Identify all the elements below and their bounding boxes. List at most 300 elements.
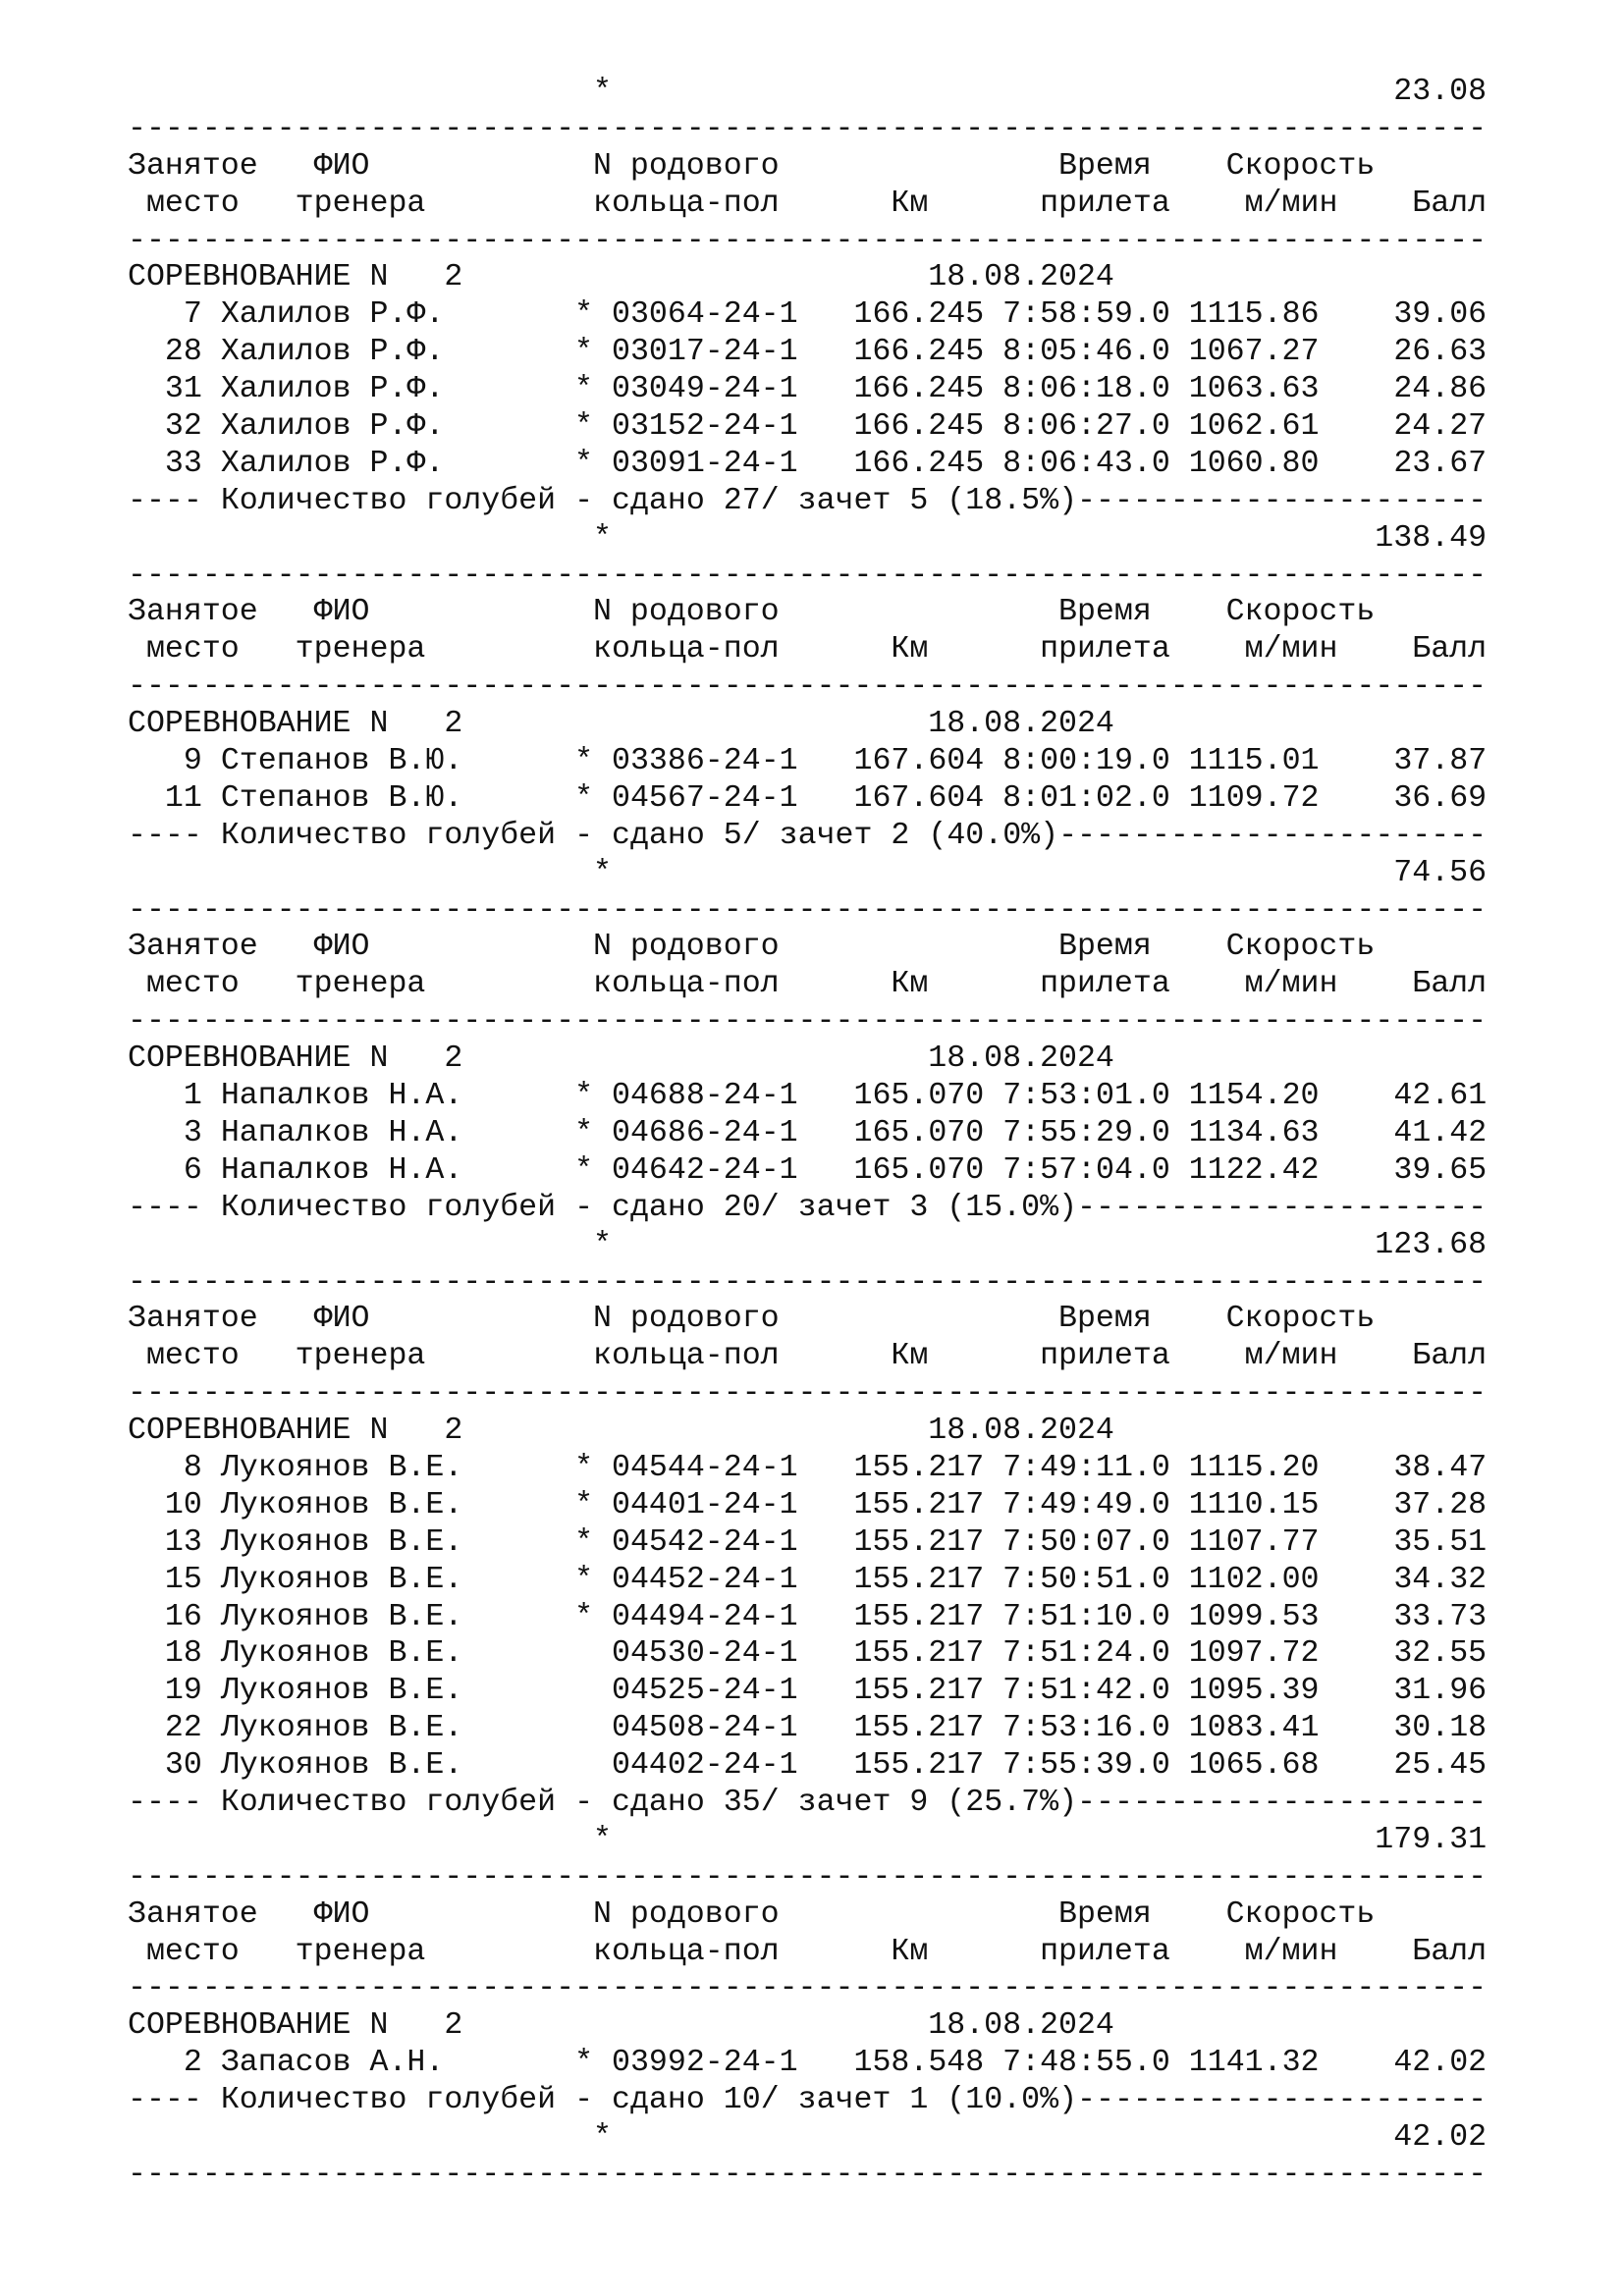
rule-dashes: ------------------------------------------------------------------------- xyxy=(128,223,1488,258)
counted-percent: 18.5% xyxy=(965,483,1059,518)
score-value: 34.32 xyxy=(1393,1562,1488,1597)
summary-slash: / xyxy=(760,1190,798,1225)
star-mark: * xyxy=(574,780,594,816)
score-value: 37.87 xyxy=(1393,744,1488,779)
counted-label: зачет xyxy=(797,483,892,518)
speed-value: 1065.68 xyxy=(1188,1748,1320,1784)
competition-date: 18.08.2024 xyxy=(928,1414,1114,1449)
star-mark: * xyxy=(574,335,594,370)
header-speed-2: м/мин xyxy=(1244,967,1338,1002)
trainer-name: Халилов Р.Ф. xyxy=(220,297,445,333)
header-time-2: прилета xyxy=(1040,1339,1170,1374)
trainer-name: Напалков Н.А. xyxy=(220,1079,463,1114)
header-speed-2: м/мин xyxy=(1244,1934,1338,1969)
ring-number: 03091-24-1 xyxy=(611,446,798,481)
competition-label: СОРЕВНОВАНИЕ N xyxy=(128,707,389,742)
place-value: 11 xyxy=(164,780,202,816)
header-km: Км xyxy=(891,967,929,1002)
summary-line xyxy=(128,1190,1487,1227)
results-report xyxy=(128,74,1487,2194)
star-mark: * xyxy=(574,1524,594,1560)
header-ring-2: кольца-пол xyxy=(593,632,780,667)
result-row xyxy=(128,1450,1487,1487)
place-value: 3 xyxy=(183,1115,202,1150)
place-value: 8 xyxy=(183,1450,202,1485)
arrival-time: 7:53:01.0 xyxy=(1002,1079,1170,1114)
header-speed: Скорость xyxy=(1225,930,1376,965)
summary-slash: / xyxy=(760,1785,798,1820)
counted-percent: 15.0% xyxy=(965,1190,1059,1225)
trainer-name: Халилов Р.Ф. xyxy=(220,372,445,407)
header-km: Км xyxy=(891,1934,929,1969)
score-value: 26.63 xyxy=(1393,335,1488,370)
trainer-name: Халилов Р.Ф. xyxy=(220,409,445,445)
summary-space xyxy=(593,819,612,853)
counted-count: 5 xyxy=(909,483,929,518)
speed-value: 1067.27 xyxy=(1188,335,1320,370)
summary-paren-close: ) xyxy=(1058,483,1078,518)
competition-line xyxy=(128,706,1487,743)
result-row xyxy=(128,1673,1487,1710)
summary-dashes-left: ---- xyxy=(128,818,202,853)
distance-km: 155.217 xyxy=(853,1748,985,1784)
summary-dashes-right: ---------------------- xyxy=(1077,1190,1488,1225)
summary-space xyxy=(705,819,724,853)
trainer-name: Лукоянов В.Е. xyxy=(220,1524,463,1560)
place-value: 6 xyxy=(183,1152,202,1188)
trainer-name: Лукоянов В.Е. xyxy=(220,1562,463,1597)
summary-line xyxy=(128,2082,1487,2119)
place-value: 10 xyxy=(164,1487,202,1522)
summary-dashes-right: ---------------------- xyxy=(1077,483,1488,518)
result-row xyxy=(128,1599,1487,1636)
header-speed-2: м/мин xyxy=(1244,1339,1338,1374)
header-ring-2: кольца-пол xyxy=(593,1339,780,1374)
competition-label: СОРЕВНОВАНИЕ N xyxy=(128,260,389,295)
star-mark: * xyxy=(574,1450,594,1485)
summary-label: Количество голубей xyxy=(220,2083,557,2118)
counted-percent: 25.7% xyxy=(965,1785,1059,1820)
header-line-2 xyxy=(128,1338,1487,1375)
summary-space xyxy=(705,2083,724,2117)
competition-line xyxy=(128,2007,1487,2045)
score-value: 24.27 xyxy=(1393,409,1488,445)
competition-number: 2 xyxy=(444,1414,463,1449)
star-mark: * xyxy=(574,2046,594,2081)
place-value: 16 xyxy=(164,1599,202,1634)
score-value: 35.51 xyxy=(1393,1524,1488,1560)
place-value: 15 xyxy=(164,1562,202,1597)
place-value: 18 xyxy=(164,1636,202,1672)
summary-space xyxy=(872,819,891,853)
header-score: Балл xyxy=(1412,967,1488,1002)
rule-dashes: ------------------------------------------------------------------------- xyxy=(128,1376,1488,1412)
ring-number: 04567-24-1 xyxy=(612,780,798,816)
result-row xyxy=(128,1078,1487,1115)
rule-line xyxy=(128,223,1487,260)
header-line-1 xyxy=(128,929,1487,966)
summary-space xyxy=(593,484,612,518)
arrival-time: 7:55:39.0 xyxy=(1002,1748,1170,1784)
place-value: 30 xyxy=(164,1748,202,1784)
group-total-line xyxy=(128,855,1487,892)
header-ring-2: кольца-пол xyxy=(593,186,780,221)
speed-value: 1122.42 xyxy=(1188,1152,1320,1188)
arrival-time: 7:51:42.0 xyxy=(1002,1674,1170,1709)
speed-value: 1097.72 xyxy=(1188,1636,1320,1672)
speed-value: 1060.80 xyxy=(1188,446,1320,481)
star-mark: * xyxy=(574,1115,594,1150)
header-name: ФИО xyxy=(313,930,370,965)
summary-dashes-right: ---------------------- xyxy=(1077,2083,1488,2118)
summary-sep: - xyxy=(574,818,594,853)
header-ring: N родового xyxy=(593,595,780,630)
place-value: 31 xyxy=(164,372,202,407)
rule-line xyxy=(128,558,1487,595)
summary-label: Количество голубей xyxy=(220,1785,557,1820)
counted-label: зачет xyxy=(797,1190,892,1225)
place-value: 33 xyxy=(164,446,202,481)
distance-km: 167.604 xyxy=(853,744,985,779)
group-total-line xyxy=(128,520,1487,558)
submitted-label: сдано xyxy=(612,2083,705,2118)
counted-count: 9 xyxy=(909,1785,929,1820)
summary-line xyxy=(128,483,1487,520)
rule-line xyxy=(128,668,1487,706)
lead-total-line xyxy=(128,74,1487,111)
header-place-2: место xyxy=(145,1934,240,1969)
result-row xyxy=(128,1710,1487,1747)
header-line-1 xyxy=(128,1301,1487,1338)
ring-number: 04530-24-1 xyxy=(611,1636,798,1672)
trainer-name: Лукоянов В.Е. xyxy=(220,1487,463,1522)
header-speed: Скорость xyxy=(1225,148,1376,184)
header-name-2: тренера xyxy=(295,1934,426,1969)
header-line-1 xyxy=(128,1896,1487,1934)
counted-label: зачет xyxy=(797,1785,892,1820)
speed-value: 1109.72 xyxy=(1188,780,1320,816)
total-score: 42.02 xyxy=(1393,2119,1488,2155)
counted-count: 2 xyxy=(891,818,910,853)
counted-count: 3 xyxy=(909,1190,929,1225)
distance-km: 165.070 xyxy=(853,1079,985,1114)
score-value: 33.73 xyxy=(1393,1599,1488,1634)
speed-value: 1095.39 xyxy=(1188,1674,1320,1709)
trainer-name: Запасов А.Н. xyxy=(220,2046,445,2081)
total-score: 23.08 xyxy=(1393,75,1488,109)
header-place: Занятое xyxy=(128,1302,258,1337)
total-star-mark: * xyxy=(592,855,612,890)
header-ring-2: кольца-пол xyxy=(593,967,780,1002)
header-name: ФИО xyxy=(313,1302,370,1337)
summary-space xyxy=(891,1191,909,1225)
submitted-label: сдано xyxy=(612,818,705,853)
place-value: 2 xyxy=(183,2046,202,2081)
header-speed-2: м/мин xyxy=(1244,632,1338,667)
summary-label: Количество голубей xyxy=(220,483,557,518)
counted-percent: 40.0% xyxy=(947,818,1041,853)
arrival-time: 8:01:02.0 xyxy=(1002,780,1170,816)
summary-space xyxy=(705,1786,724,1820)
rule-line xyxy=(128,1859,1487,1896)
arrival-time: 7:49:11.0 xyxy=(1002,1450,1170,1485)
score-value: 41.42 xyxy=(1393,1115,1488,1150)
score-value: 32.55 xyxy=(1393,1636,1488,1672)
header-place-2: место xyxy=(145,1339,240,1374)
header-ring: N родового xyxy=(593,1896,780,1932)
header-score: Балл xyxy=(1412,632,1488,667)
competition-line xyxy=(128,259,1487,296)
header-name-2: тренера xyxy=(295,186,426,221)
arrival-time: 7:49:49.0 xyxy=(1002,1487,1170,1522)
summary-paren-close: ) xyxy=(1058,1785,1078,1820)
competition-line xyxy=(128,1041,1487,1078)
rule-line xyxy=(128,1003,1487,1041)
total-score: 123.68 xyxy=(1375,1227,1488,1262)
competition-date: 18.08.2024 xyxy=(928,1041,1114,1077)
submitted-count: 20 xyxy=(723,1190,761,1225)
header-time-2: прилета xyxy=(1040,632,1170,667)
header-score: Балл xyxy=(1412,1339,1488,1374)
header-time: Время xyxy=(1058,148,1152,184)
score-value: 25.45 xyxy=(1393,1748,1488,1784)
result-row xyxy=(128,446,1487,483)
score-value: 39.65 xyxy=(1393,1152,1488,1188)
header-time: Время xyxy=(1058,1302,1152,1337)
star-mark: * xyxy=(574,1562,594,1597)
score-value: 31.96 xyxy=(1393,1674,1488,1709)
arrival-time: 7:51:24.0 xyxy=(1002,1636,1170,1672)
arrival-time: 8:06:43.0 xyxy=(1002,446,1170,481)
score-value: 38.47 xyxy=(1393,1450,1488,1485)
ring-number: 04688-24-1 xyxy=(612,1079,798,1114)
summary-sep: - xyxy=(574,483,594,518)
header-score: Балл xyxy=(1412,1934,1488,1969)
summary-slash: / xyxy=(760,483,798,518)
competition-label: СОРЕВНОВАНИЕ N xyxy=(128,1041,389,1077)
arrival-time: 8:06:18.0 xyxy=(1002,372,1170,407)
arrival-time: 8:06:27.0 xyxy=(1002,409,1170,445)
summary-dashes-left: ---- xyxy=(128,1785,202,1820)
summary-sep: - xyxy=(574,2083,594,2118)
competition-date: 18.08.2024 xyxy=(928,260,1114,295)
speed-value: 1154.20 xyxy=(1188,1079,1320,1114)
ring-number: 03017-24-1 xyxy=(611,335,798,370)
group-total-line xyxy=(128,1227,1487,1264)
total-score: 138.49 xyxy=(1375,520,1488,556)
star-mark: * xyxy=(574,744,594,779)
result-row xyxy=(128,1487,1487,1524)
rule-dashes: ------------------------------------------------------------------------- xyxy=(128,1004,1488,1040)
result-row xyxy=(128,408,1487,446)
trainer-name: Напалков Н.А. xyxy=(220,1115,463,1150)
rule-dashes: ------------------------------------------------------------------------- xyxy=(128,1264,1488,1300)
summary-paren-close: ) xyxy=(1058,1190,1078,1225)
header-place-2: место xyxy=(145,632,240,667)
arrival-time: 7:50:07.0 xyxy=(1002,1524,1170,1560)
result-row xyxy=(128,296,1487,334)
trainer-name: Лукоянов В.Е. xyxy=(220,1636,463,1672)
score-value: 24.86 xyxy=(1393,372,1488,407)
rule-dashes: ------------------------------------------------------------------------- xyxy=(128,558,1488,593)
header-time: Время xyxy=(1058,595,1152,630)
submitted-count: 5 xyxy=(723,818,742,853)
speed-value: 1115.20 xyxy=(1188,1450,1320,1485)
rule-dashes: ------------------------------------------------------------------------- xyxy=(128,1971,1488,2006)
trainer-name: Степанов В.Ю. xyxy=(220,780,463,816)
speed-value: 1099.53 xyxy=(1188,1599,1320,1634)
header-line-1 xyxy=(128,148,1487,186)
header-name: ФИО xyxy=(313,595,370,630)
header-ring: N родового xyxy=(593,148,780,184)
summary-dashes-right: ----------------------- xyxy=(1058,818,1488,853)
distance-km: 155.217 xyxy=(853,1674,985,1709)
star-mark: * xyxy=(574,1487,594,1522)
place-value: 9 xyxy=(183,744,202,779)
summary-space xyxy=(593,1786,612,1820)
rule-dashes: ------------------------------------------------------------------------- xyxy=(128,669,1488,705)
distance-km: 155.217 xyxy=(853,1487,985,1522)
result-row xyxy=(128,371,1487,408)
place-value: 22 xyxy=(164,1711,202,1746)
summary-dashes-left: ---- xyxy=(128,2083,202,2118)
result-row xyxy=(128,2045,1487,2082)
ring-number: 03152-24-1 xyxy=(611,409,798,445)
header-time-2: прилета xyxy=(1040,186,1170,221)
header-line-1 xyxy=(128,594,1487,631)
rule-dashes: ------------------------------------------------------------------------- xyxy=(128,111,1488,146)
summary-dashes-left: ---- xyxy=(128,483,202,518)
speed-value: 1110.15 xyxy=(1188,1487,1320,1522)
score-value: 39.06 xyxy=(1393,297,1488,333)
header-place: Занятое xyxy=(128,1896,258,1932)
summary-paren-open: ( xyxy=(909,818,947,853)
header-line-2 xyxy=(128,966,1487,1003)
header-place-2: место xyxy=(145,967,240,1002)
header-time-2: прилета xyxy=(1040,967,1170,1002)
summary-paren-open: ( xyxy=(928,483,966,518)
arrival-time: 7:58:59.0 xyxy=(1002,297,1170,333)
summary-slash: / xyxy=(741,818,780,853)
arrival-time: 7:48:55.0 xyxy=(1002,2046,1170,2081)
rule-dashes: ------------------------------------------------------------------------- xyxy=(128,1859,1488,1895)
distance-km: 155.217 xyxy=(853,1524,985,1560)
place-value: 1 xyxy=(183,1079,202,1114)
distance-km: 166.245 xyxy=(853,446,985,481)
header-line-2 xyxy=(128,1934,1487,1971)
speed-value: 1102.00 xyxy=(1188,1562,1320,1597)
speed-value: 1115.01 xyxy=(1188,744,1320,779)
competition-number: 2 xyxy=(444,1041,463,1077)
header-speed: Скорость xyxy=(1225,595,1376,630)
result-row xyxy=(128,743,1487,780)
competition-label: СОРЕВНОВАНИЕ N xyxy=(128,1414,389,1449)
speed-value: 1141.32 xyxy=(1188,2046,1320,2081)
header-score: Балл xyxy=(1412,186,1488,221)
total-star-mark: * xyxy=(592,75,612,109)
ring-number: 04544-24-1 xyxy=(612,1450,798,1485)
ring-number: 04494-24-1 xyxy=(612,1599,798,1634)
ring-number: 04452-24-1 xyxy=(612,1562,798,1597)
counted-label: зачет xyxy=(797,2083,892,2118)
rule-line xyxy=(128,111,1487,148)
ring-number: 04401-24-1 xyxy=(612,1487,798,1522)
summary-label: Количество голубей xyxy=(220,818,557,853)
rule-line xyxy=(128,892,1487,930)
result-row xyxy=(128,1635,1487,1673)
star-mark: * xyxy=(574,297,594,333)
summary-dashes-right: ---------------------- xyxy=(1077,1785,1488,1820)
header-line-2 xyxy=(128,631,1487,668)
arrival-time: 8:00:19.0 xyxy=(1002,744,1170,779)
total-star-mark: * xyxy=(592,2119,612,2155)
arrival-time: 7:53:16.0 xyxy=(1002,1711,1170,1746)
header-name: ФИО xyxy=(313,1896,370,1932)
trainer-name: Халилов Р.Ф. xyxy=(220,446,445,481)
distance-km: 155.217 xyxy=(853,1450,985,1485)
header-ring: N родового xyxy=(593,930,780,965)
ring-number: 04686-24-1 xyxy=(612,1115,798,1150)
rule-dashes: ------------------------------------------------------------------------- xyxy=(128,2157,1488,2192)
summary-line xyxy=(128,818,1487,855)
group-total-line xyxy=(128,1822,1487,1859)
score-value: 42.61 xyxy=(1393,1079,1488,1114)
header-km: Км xyxy=(891,186,929,221)
header-speed: Скорость xyxy=(1225,1302,1376,1337)
distance-km: 155.217 xyxy=(853,1636,985,1672)
counted-count: 1 xyxy=(909,2083,929,2118)
place-value: 19 xyxy=(164,1674,202,1709)
rule-dashes: ------------------------------------------------------------------------- xyxy=(128,892,1488,928)
total-star-mark: * xyxy=(592,1227,612,1262)
ring-number: 04525-24-1 xyxy=(611,1674,798,1709)
result-row xyxy=(128,1562,1487,1599)
summary-space xyxy=(705,1191,724,1225)
summary-space xyxy=(891,484,909,518)
ring-number: 04402-24-1 xyxy=(611,1748,798,1784)
speed-value: 1134.63 xyxy=(1188,1115,1320,1150)
arrival-time: 7:50:51.0 xyxy=(1002,1562,1170,1597)
result-row xyxy=(128,334,1487,371)
competition-number: 2 xyxy=(444,260,463,295)
arrival-time: 7:57:04.0 xyxy=(1002,1152,1170,1188)
header-place: Занятое xyxy=(128,148,258,184)
header-name-2: тренера xyxy=(295,632,426,667)
header-speed-2: м/мин xyxy=(1244,186,1338,221)
header-place-2: место xyxy=(145,186,240,221)
speed-value: 1083.41 xyxy=(1188,1711,1320,1746)
header-place: Занятое xyxy=(128,595,258,630)
summary-paren-open: ( xyxy=(928,1785,966,1820)
header-name-2: тренера xyxy=(295,967,426,1002)
place-value: 7 xyxy=(183,297,202,333)
counted-label: зачет xyxy=(779,818,873,853)
summary-sep: - xyxy=(574,1190,594,1225)
arrival-time: 7:55:29.0 xyxy=(1002,1115,1170,1150)
summary-slash: / xyxy=(760,2083,798,2118)
summary-sep: - xyxy=(574,1785,594,1820)
result-row xyxy=(128,1152,1487,1190)
rule-line xyxy=(128,1264,1487,1302)
speed-value: 1063.63 xyxy=(1188,372,1320,407)
trainer-name: Лукоянов В.Е. xyxy=(220,1711,463,1746)
header-km: Км xyxy=(891,1339,929,1374)
trainer-name: Лукоянов В.Е. xyxy=(220,1450,463,1485)
distance-km: 166.245 xyxy=(853,372,985,407)
arrival-time: 7:51:10.0 xyxy=(1002,1599,1170,1634)
rule-line xyxy=(128,1375,1487,1413)
distance-km: 165.070 xyxy=(853,1152,985,1188)
